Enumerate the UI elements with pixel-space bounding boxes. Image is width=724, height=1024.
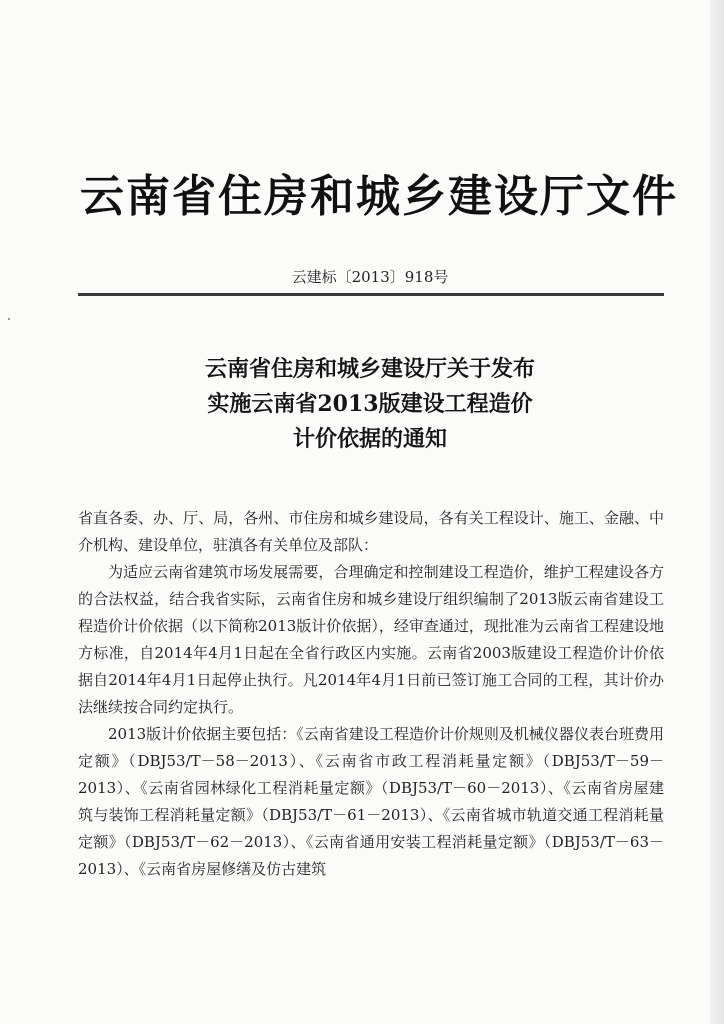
header-divider xyxy=(78,293,664,296)
scan-speck xyxy=(8,318,10,320)
notice-title xyxy=(80,352,660,457)
notice-title-line-2: 实施云南省2013版建设工程造价 xyxy=(207,391,533,417)
addressee: 省直各委、办、厅、局，各州、市住房和城乡建设局，各有关工程设计、施工、金融、中介机构、建设单位，驻滇各有关单位及部队： xyxy=(78,509,664,554)
notice-title-line-1: 云南省住房和城乡建设厅关于发布 xyxy=(204,356,535,382)
page-edge-shadow xyxy=(710,0,724,1024)
body-paragraph-2: 2013版计价依据主要包括：《云南省建设工程造价计价规则及机械仪器仪表台班费用定额》（DBJ53/T－58－2013）、《云南省市政工程消耗量定额》（DBJ53/T－59－2013）、《云南省园林绿化工程消耗量定额》（DBJ53/T－60－2013）、《云南省房屋建筑与装饰工程消耗量定额》（DBJ53/T－61－2013）、《云南省城市轨道交通工程消耗量定额》（DBJ53/T－62－2013）、《云南省通用安装工程消耗量定额》（DBJ53/T－63－2013）、《云南省房屋修缮及仿古建筑 xyxy=(78,725,664,878)
notice-body xyxy=(78,505,664,883)
notice-title-line-3: 计价依据的通知 xyxy=(292,426,447,452)
issuer-header-title: 云南省住房和城乡建设厅文件 xyxy=(80,171,678,222)
body-paragraph-1: 为适应云南省建筑市场发展需要，合理确定和控制建设工程造价，维护工程建设各方的合法权益，结合我省实际，云南省住房和城乡建设厅组织编制了2013版云南省建设工程造价计价依据（以下简称2013版计价依据），经审查通过，现批准为云南省工程建设地方标准，自2014年4月1日起在全省行政区内实施。云南省2003版建设工程造价计价依据自2014年4月1日起停止执行。凡2014年4月1日前已签订施工合同的工程，其计价办法继续按合同约定执行。 xyxy=(78,563,664,716)
document-number: 云建标〔2013〕918号 xyxy=(291,268,449,286)
